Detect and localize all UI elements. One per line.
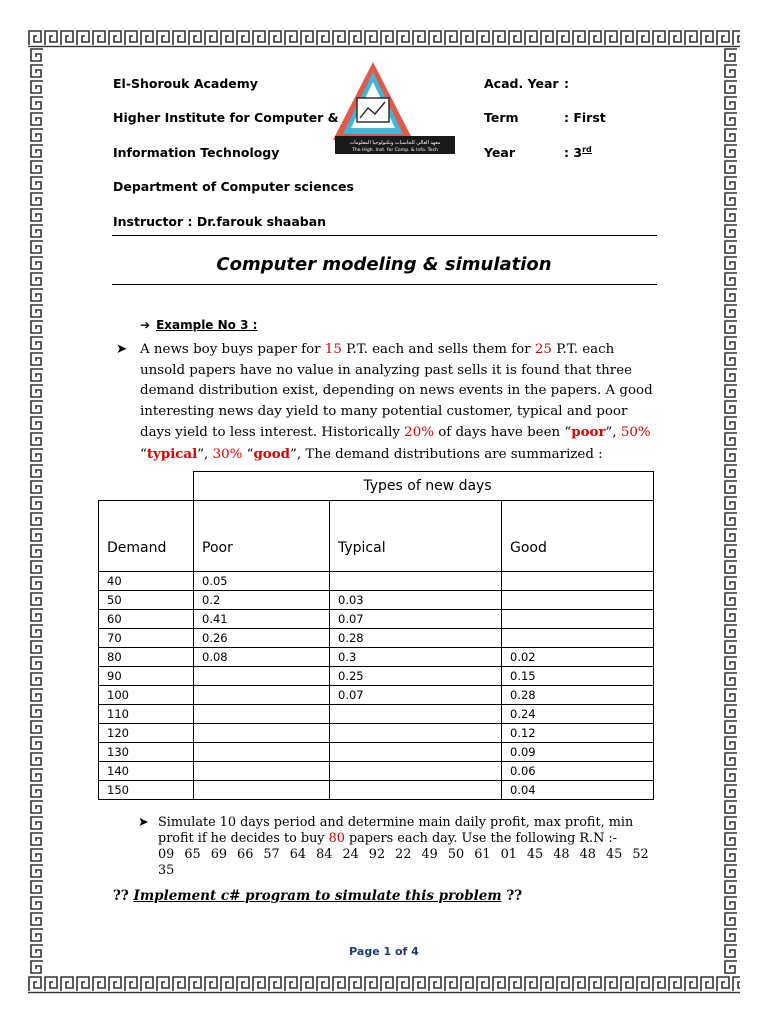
table-row	[99, 667, 654, 686]
table-row	[99, 591, 654, 610]
example-heading	[140, 318, 257, 332]
table-cell: 0.07	[330, 610, 502, 629]
table-row	[99, 629, 654, 648]
table-cell: 0.28	[330, 629, 502, 648]
column-header: Good	[502, 501, 654, 572]
page-border-bottom	[28, 974, 740, 994]
svg-text:معهد العالي للحاسبات وتكنولوجي: معهد العالي للحاسبات وتكنولوجيا المعلومات	[349, 140, 441, 146]
table-cell: 150	[99, 781, 194, 800]
title-divider	[112, 284, 657, 285]
example-label: Example No 3 :	[156, 318, 258, 332]
demand-distribution-table	[98, 471, 654, 800]
table-cell: 0.04	[502, 781, 654, 800]
table-row	[99, 610, 654, 629]
bullet-icon: ➤	[138, 815, 149, 830]
table-cell	[502, 572, 654, 591]
term-label: Term	[484, 110, 519, 125]
page-border-left	[28, 48, 46, 974]
table-cell: 90	[99, 667, 194, 686]
table-cell: 70	[99, 629, 194, 648]
table-cell	[194, 686, 330, 705]
table-row	[99, 724, 654, 743]
table-row	[99, 743, 654, 762]
table-cell	[194, 705, 330, 724]
table-cell: 0.12	[502, 724, 654, 743]
table-cell: 0.06	[502, 762, 654, 781]
year-label: Year	[484, 145, 515, 160]
table-cell: 0.25	[330, 667, 502, 686]
term-value: : First	[564, 110, 606, 125]
table-cell	[330, 762, 502, 781]
page-title: Computer modeling & simulation	[216, 254, 552, 275]
table-cell	[194, 762, 330, 781]
acad-year-label: Acad. Year	[484, 76, 559, 91]
table-cell: 0.41	[194, 610, 330, 629]
table-row	[99, 648, 654, 667]
table-row	[99, 705, 654, 724]
table-cell	[194, 724, 330, 743]
table-cell: 120	[99, 724, 194, 743]
table-cell: 60	[99, 610, 194, 629]
table-cell: 40	[99, 572, 194, 591]
random-numbers: 09 65 69 66 57 64 84 24 92 22 49 50 61 01 45 48 48 45 52	[158, 847, 649, 862]
table-row	[99, 762, 654, 781]
department-name: Department of Computer sciences	[113, 179, 354, 194]
acad-year-value: :	[564, 76, 569, 91]
academy-name: El-Shorouk Academy	[113, 76, 258, 91]
institute-line2: Information Technology	[113, 145, 280, 160]
page-border-right	[722, 48, 740, 974]
problem-statement: ➤ A news boy buys paper for 15 P.T. each and sells them for 25 P.T. each unsold papers have no value in analyzing past sells it is found that three demand distribution exist, depending on news events in the papers. A good interesting news day yield to many potential customer, typical and poor days yield to less interest. Historically 20% of days have been “poor”, 50% “typical”, 30% “good”, The demand distributions are summarized :	[116, 342, 653, 462]
simulation-task: ➤ Simulate 10 days period and determine main daily profit, max profit, min profit if he decides to buy 80 papers each day. Use the following R.N :- 09 65 69 66 57 64 84 24 92 22 49 50 61 01 45 48 48 45 52 35	[138, 815, 658, 879]
table-cell: 0.26	[194, 629, 330, 648]
table-cell	[502, 591, 654, 610]
header-divider	[112, 235, 657, 236]
table-cell: 50	[99, 591, 194, 610]
table-cell	[194, 743, 330, 762]
table-cell	[502, 610, 654, 629]
table-cell	[330, 705, 502, 724]
table-cell: 0.15	[502, 667, 654, 686]
table-cell	[330, 572, 502, 591]
implement-task: ?? Implement c# program to simulate this problem ??	[113, 888, 523, 904]
table-cell: 100	[99, 686, 194, 705]
table-cell: 110	[99, 705, 194, 724]
table-cell: 80	[99, 648, 194, 667]
institute-line1: Higher Institute for Computer &	[113, 110, 339, 125]
random-numbers-last: 35	[158, 863, 175, 878]
column-header: Typical	[330, 501, 502, 572]
types-header: Types of new days	[194, 472, 654, 501]
year-value: : 3rd	[564, 145, 592, 161]
page-border-top	[28, 28, 740, 48]
table-cell	[194, 781, 330, 800]
table-row	[99, 686, 654, 705]
institute-logo	[325, 60, 460, 160]
column-header: Poor	[194, 501, 330, 572]
table-cell: 0.09	[502, 743, 654, 762]
table-cell: 0.24	[502, 705, 654, 724]
instructor-name: Instructor : Dr.farouk shaaban	[113, 214, 327, 229]
table-cell: 140	[99, 762, 194, 781]
table-row	[99, 572, 654, 591]
table-cell	[502, 629, 654, 648]
table-cell	[330, 743, 502, 762]
table-cell: 0.2	[194, 591, 330, 610]
table-cell: 0.08	[194, 648, 330, 667]
table-cell: 0.05	[194, 572, 330, 591]
table-cell: 0.03	[330, 591, 502, 610]
table-cell: 0.28	[502, 686, 654, 705]
table-cell: 130	[99, 743, 194, 762]
table-cell	[330, 781, 502, 800]
svg-text:The High. Inst. for Comp. & In: The High. Inst. for Comp. & Info. Tech	[352, 148, 438, 153]
column-header: Demand	[99, 501, 194, 572]
bullet-icon: ➤	[116, 342, 128, 357]
table-cell	[194, 667, 330, 686]
table-header-row	[99, 501, 654, 572]
page-number: Page 1 of 4	[349, 945, 419, 958]
table-row	[99, 781, 654, 800]
table-cell: 0.3	[330, 648, 502, 667]
table-cell	[330, 724, 502, 743]
table-cell: 0.02	[502, 648, 654, 667]
arrow-icon: ➔	[140, 318, 151, 332]
table-cell: 0.07	[330, 686, 502, 705]
